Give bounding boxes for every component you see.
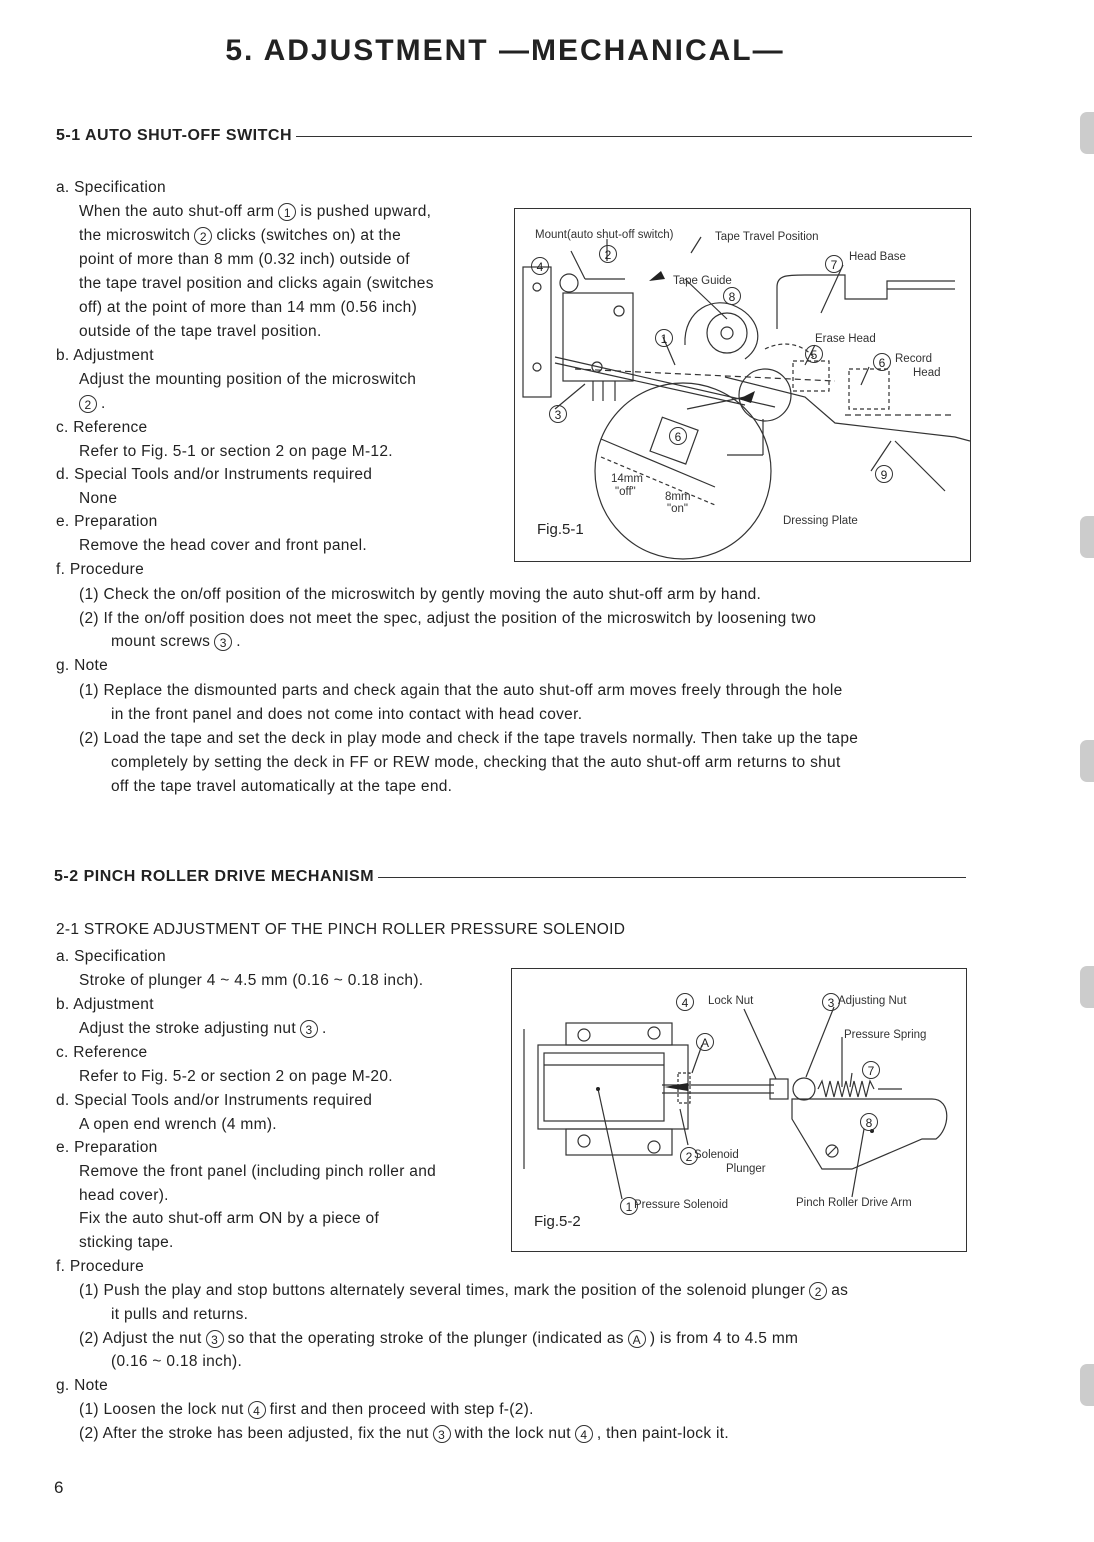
fig1-circled-8: 8 (723, 287, 741, 305)
tools-label: d. Special Tools and/or Instruments required (56, 1092, 373, 1109)
circled-3: 3 (300, 1020, 318, 1038)
heading-rule (296, 136, 972, 137)
label-plunger: Plunger (726, 1163, 766, 1175)
procedure-label: f. Procedure (56, 1258, 145, 1275)
note-2: (2) After the stroke has been adjusted, fix the nut 3 with the lock nut 4 , then paint-lock it. (79, 1425, 729, 1442)
spec-line: When the auto shut-off arm 1 is pushed upward, (79, 203, 432, 220)
label-14mm: 14mm (611, 473, 643, 485)
reference-line: Refer to Fig. 5-1 or section 2 on page M-12. (79, 443, 393, 460)
circled-A: A (628, 1330, 646, 1348)
spec-label: a. Specification (56, 179, 166, 196)
binder-tab (1080, 740, 1094, 782)
procedure-step-2: (2) If the on/off position does not meet the spec, adjust the position of the microswitch by loosening two (79, 610, 817, 627)
adjustment-label: b. Adjustment (56, 347, 154, 364)
preparation-line: Remove the front panel (including pinch roller and (79, 1163, 437, 1180)
section-heading-5-1 (56, 127, 972, 145)
fig2-circled-7: 7 (862, 1061, 880, 1079)
spec-line: the microswitch 2 clicks (switches on) at the (79, 227, 401, 244)
circled-2: 2 (809, 1282, 827, 1300)
binder-tab (1080, 966, 1094, 1008)
tools-label: d. Special Tools and/or Instruments required (56, 466, 373, 483)
note-1: (1) Loosen the lock nut 4 first and then proceed with step f-(2). (79, 1401, 534, 1418)
tools-line: None (79, 490, 118, 507)
label-dressing-plate: Dressing Plate (783, 515, 858, 527)
label-erase-head: Erase Head (815, 333, 876, 345)
fig1-circled-9: 9 (875, 465, 893, 483)
spec-line: point of more than 8 mm (0.32 inch) outside of (79, 251, 410, 268)
label-tape-guide: Tape Guide (673, 275, 732, 287)
subsection-heading: 2-1 STROKE ADJUSTMENT OF THE PINCH ROLLER PRESSURE SOLENOID (56, 921, 626, 938)
label-solenoid: Solenoid (694, 1149, 739, 1161)
fig2-circled-2: 2 (680, 1147, 698, 1165)
adjustment-line: Adjust the stroke adjusting nut 3 . (79, 1020, 327, 1037)
spec-line: outside of the tape travel position. (79, 323, 322, 340)
spec-line: Stroke of plunger 4 ~ 4.5 mm (0.16 ~ 0.18 inch). (79, 972, 424, 989)
page-title: 5. ADJUSTMENT —MECHANICAL— (225, 34, 785, 67)
procedure-label: f. Procedure (56, 561, 145, 578)
procedure-step-1: (1) Push the play and stop buttons alternately several times, mark the position of the solenoid plunger 2 as (79, 1282, 849, 1299)
fig1-circled-3: 3 (549, 405, 567, 423)
binder-tab (1080, 1364, 1094, 1406)
label-off: "off" (615, 486, 636, 498)
procedure-step-1-cont: it pulls and returns. (111, 1306, 249, 1323)
preparation-label: e. Preparation (56, 513, 158, 530)
tools-line: A open end wrench (4 mm). (79, 1116, 277, 1133)
label-8mm: 8mm (665, 491, 691, 503)
preparation-line: sticking tape. (79, 1234, 174, 1251)
circled-4: 4 (248, 1401, 266, 1419)
fig1-circled-4: 4 (531, 257, 549, 275)
preparation-line: head cover). (79, 1187, 169, 1204)
page-number: 6 (54, 1478, 64, 1497)
label-mount: Mount(auto shut-off switch) (535, 229, 674, 241)
label-lock-nut: Lock Nut (708, 995, 754, 1007)
spec-label: a. Specification (56, 948, 166, 965)
label-record-head-2: Head (913, 367, 941, 379)
note-1-cont: in the front panel and does not come into contact with head cover. (111, 706, 583, 723)
label-record-head: Record (895, 353, 933, 365)
heading-rule (378, 877, 966, 878)
figure-5-2-caption: Fig.5-2 (534, 1213, 581, 1230)
fig2-circled-1: 1 (620, 1197, 638, 1215)
label-pressure-solenoid: Pressure Solenoid (634, 1199, 728, 1211)
fig1-circled-5: 5 (805, 345, 823, 363)
circled-4: 4 (575, 1425, 593, 1443)
note-1: (1) Replace the dismounted parts and check again that the auto shut-off arm moves freely through the hole (79, 682, 843, 699)
label-tape-travel: Tape Travel Position (715, 231, 819, 243)
adjustment-line: Adjust the mounting position of the microswitch (79, 371, 417, 388)
fig1-circled-2: 2 (599, 245, 617, 263)
fig2-circled-A: A (696, 1033, 714, 1051)
note-2: (2) Load the tape and set the deck in play mode and check if the tape travels normally. Then take up the tape (79, 730, 859, 747)
binder-tab (1080, 516, 1094, 558)
figure-5-2 (511, 968, 967, 1252)
procedure-step-2-cont: mount screws 3 . (111, 633, 241, 650)
circled-1: 1 (278, 203, 296, 221)
note-2-cont: completely by setting the deck in FF or REW mode, checking that the auto shut-off arm returns to shut (111, 754, 841, 771)
fig1-circled-6: 6 (873, 353, 891, 371)
preparation-label: e. Preparation (56, 1139, 158, 1156)
section-heading-text: 5-2 PINCH ROLLER DRIVE MECHANISM (54, 868, 375, 885)
reference-label: c. Reference (56, 419, 148, 436)
label-pinch-roller-arm: Pinch Roller Drive Arm (796, 1197, 912, 1209)
fig1-circled-7: 7 (825, 255, 843, 273)
circled-2: 2 (79, 395, 97, 413)
spec-line: off) at the point of more than 14 mm (0.56 inch) (79, 299, 418, 316)
fig2-circled-8: 8 (860, 1113, 878, 1131)
circled-2: 2 (194, 227, 212, 245)
circled-3: 3 (206, 1330, 224, 1348)
reference-line: Refer to Fig. 5-2 or section 2 on page M-20. (79, 1068, 393, 1085)
fig2-circled-4: 4 (676, 993, 694, 1011)
procedure-step-2: (2) Adjust the nut 3 so that the operating stroke of the plunger (indicated as A ) is from 4 to 4.5 mm (79, 1330, 799, 1347)
circled-3: 3 (214, 633, 232, 651)
figure-5-1-caption: Fig.5-1 (537, 521, 584, 538)
label-pressure-spring: Pressure Spring (844, 1029, 927, 1041)
section-heading-text: 5-1 AUTO SHUT-OFF SWITCH (56, 127, 292, 144)
fig2-circled-3: 3 (822, 993, 840, 1011)
preparation-line: Fix the auto shut-off arm ON by a piece of (79, 1210, 380, 1227)
section-heading-5-2 (54, 868, 966, 886)
fig1-circled-6-detail: 6 (669, 427, 687, 445)
procedure-step-2-cont: (0.16 ~ 0.18 inch). (111, 1353, 243, 1370)
adjustment-label: b. Adjustment (56, 996, 154, 1013)
note-label: g. Note (56, 1377, 109, 1394)
label-on: "on" (667, 503, 688, 515)
binder-tab (1080, 112, 1094, 154)
spec-line: the tape travel position and clicks again (switches (79, 275, 434, 292)
label-adjusting-nut: Adjusting Nut (838, 995, 907, 1007)
note-label: g. Note (56, 657, 109, 674)
circled-3: 3 (433, 1425, 451, 1443)
procedure-step-1: (1) Check the on/off position of the microswitch by gently moving the auto shut-off arm by hand. (79, 586, 762, 603)
preparation-line: Remove the head cover and front panel. (79, 537, 367, 554)
fig1-circled-1: 1 (655, 329, 673, 347)
note-2-cont: off the tape travel automatically at the tape end. (111, 778, 453, 795)
figure-5-1 (514, 208, 971, 562)
reference-label: c. Reference (56, 1044, 148, 1061)
label-head-base: Head Base (849, 251, 906, 263)
adjustment-line-end: 2 . (75, 392, 106, 416)
